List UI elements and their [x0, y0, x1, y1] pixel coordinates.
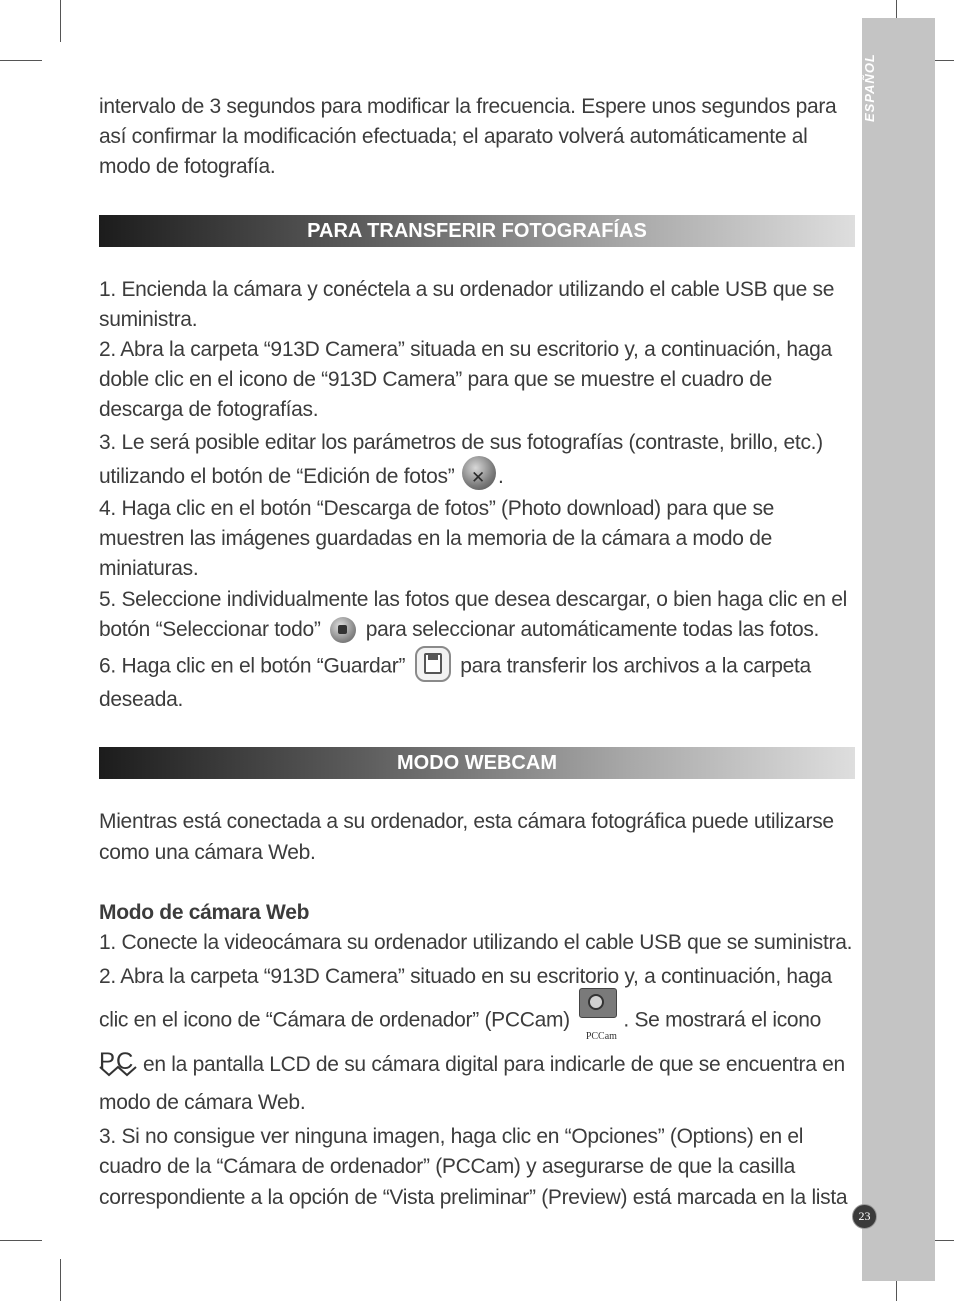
intro-paragraph: intervalo de 3 segundos para modificar la frecuencia. Espere unos segundos para así confirmar la modificación efectuada; el aparato volverá automáticamente al modo de fotografía. [99, 95, 837, 179]
transfer-step-2: 2. Abra la carpeta “913D Camera” situada en su escritorio y, a continuación, haga doble clic en el icono de “913D Camera” para que se muestre el cuadro de descarga de fotografías. [99, 338, 832, 422]
webcam-step-3: 3. Si no consigue ver ninguna imagen, haga clic en “Opciones” (Options) en el cuadro de la “Cámara de ordenador” (PCCam) y asegurarse de que la casilla correspondiente a la opción de “Vista preliminar” (Preview) está marcada en la lista [99, 1125, 848, 1209]
pccam-caption: PCCam [585, 1031, 617, 1043]
webcam-step-1: 1. Conecte la videocámara su ordenador utilizando el cable USB que se suministra. [99, 930, 853, 954]
language-sidebar [862, 18, 935, 1281]
page-content [99, 92, 853, 1213]
language-label [862, 100, 877, 122]
pc-mode-icon [99, 1049, 139, 1079]
transfer-step-1: 1. Encienda la cámara y conéctela a su ordenador utilizando el cable USB que se suministra. [99, 277, 835, 331]
save-icon [415, 646, 451, 682]
webcam-intro: Mientras está conectada a su ordenador, esta cámara fotográfica puede utilizarse como una cámara Web. [99, 810, 834, 864]
photo-edit-icon [462, 456, 496, 490]
crop-mark [0, 1240, 42, 1241]
section-title: MODO WEBCAM [397, 752, 557, 775]
transfer-step-4: 4. Haga clic en el botón “Descarga de fotos” (Photo download) para que se muestren las imágenes guardadas en la memoria de la cámara a modo de miniaturas. [99, 497, 775, 581]
section-header-transfer [99, 215, 855, 247]
section-header-webcam [99, 747, 855, 779]
crop-mark [60, 0, 61, 42]
select-all-icon [330, 617, 356, 643]
webcam-subheading: Modo de cámara Web [99, 900, 310, 924]
webcam-step-2: 2. Abra la carpeta “913D Camera” situado en su escritorio y, a continuación, haga clic en el icono de “Cámara de ordenador” (PCCam) PCCam . Se mostrará el icono PC en la pantalla LCD de su cámara digital para indicarle de que se encuentra en modo de cámara Web. [99, 965, 845, 1115]
transfer-step-3: 3. Le será posible editar los parámetros de sus fotografías (contraste, brillo, etc.) utilizando el botón de “Edición de fotos” ✕ . [99, 426, 853, 494]
crop-mark [60, 1259, 61, 1301]
pccam-icon [577, 986, 621, 1043]
transfer-step-5: 5. Seleccione individualmente las fotos que desea descargar, o bien haga clic en el botón “Seleccionar todo” para seleccionar automáticamente todas las fotos. [99, 585, 853, 645]
pc-mode-text: PC [99, 1047, 135, 1075]
page-number: 23 [852, 1204, 877, 1229]
section-title: PARA TRANSFERIR FOTOGRAFÍAS [307, 219, 647, 242]
transfer-step-6: 6. Haga clic en el botón “Guardar” para transferir los archivos a la carpeta deseada. [99, 649, 853, 715]
crop-mark [0, 60, 42, 61]
